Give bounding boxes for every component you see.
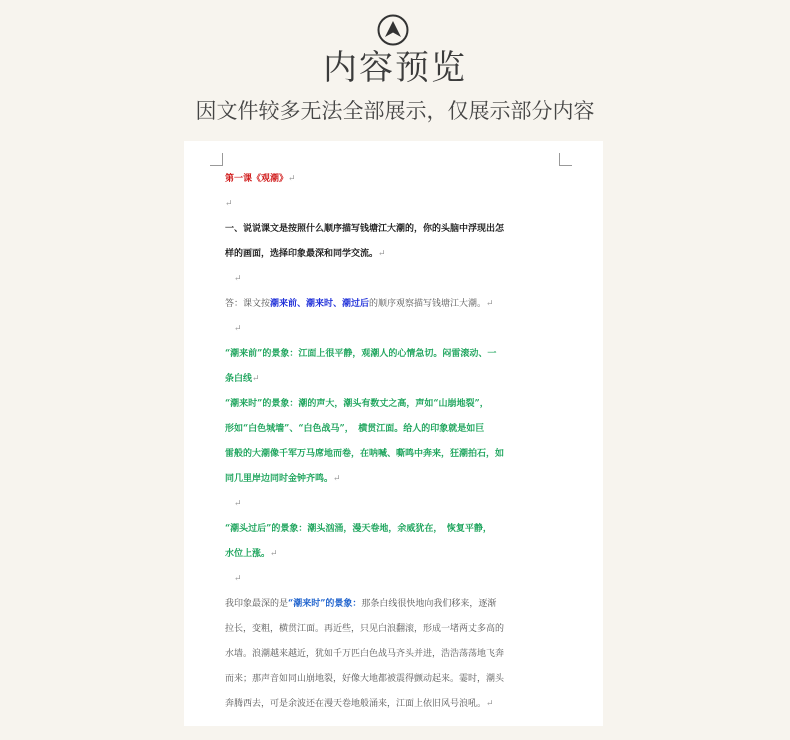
body-paragraph-line: 奔腾西去，可是余波还在漫天卷地般涌来，江面上依旧风号浪吼。↵ bbox=[225, 699, 494, 709]
empty-paragraph: ↵ bbox=[234, 499, 242, 509]
doc-heading-line: 第一课《观潮》↵ bbox=[225, 174, 296, 184]
empty-paragraph: ↵ bbox=[234, 574, 242, 584]
page-corner-mark bbox=[559, 153, 572, 166]
green-paragraph-line: “潮头过后”的景象：潮头汹涌，漫天卷地，余威犹在， 恢复平静， bbox=[225, 524, 492, 534]
doc-heading: 第一课《观潮》 bbox=[225, 174, 289, 184]
green-paragraph-line: “潮来前”的景象：江面上很平静，观潮人的心情急切。闷雷滚动、一 bbox=[225, 349, 497, 359]
up-arrow-circle-icon bbox=[377, 14, 409, 46]
body-paragraph-line: 我印象最深的是“潮来时”的景象：那条白线很快地向我们移来，逐渐 bbox=[225, 599, 497, 609]
empty-paragraph: ↵ bbox=[225, 199, 233, 209]
page-subtitle: 因文件较多无法全部展示，仅展示部分内容 bbox=[195, 99, 595, 123]
question-line: 样的画面，选择印象最深和同学交流。↵ bbox=[225, 249, 386, 259]
answer-line: 答：课文按潮来前、潮来时、潮过后的顺序观察描写钱塘江大潮。↵ bbox=[225, 299, 494, 309]
green-paragraph-line: 条白线↵ bbox=[225, 374, 260, 384]
page-corner-mark bbox=[210, 153, 223, 166]
green-paragraph-line: “潮来时”的景象：潮的声大，潮头有数丈之高，声如“山崩地裂”， bbox=[225, 399, 489, 409]
document-preview bbox=[184, 141, 603, 726]
answer-highlight: 潮来前、潮来时、潮过后 bbox=[270, 299, 370, 309]
green-paragraph-line: 雷般的大潮像千军万马席地而卷，在呐喊、嘶鸣中奔来，狂潮拍石，如 bbox=[225, 449, 505, 459]
page-title: 内容预览 bbox=[323, 48, 467, 88]
body-paragraph-line: 拉长，变粗，横贯江面。再近些，只见白浪翻滚，形成一堵两丈多高的 bbox=[225, 624, 505, 634]
green-paragraph-line: 水位上涨。↵ bbox=[225, 549, 278, 559]
body-paragraph-line: 水墙。浪潮越来越近，犹如千万匹白色战马齐头并进，浩浩荡荡地飞奔 bbox=[225, 649, 505, 659]
question-line: 一、说说课文是按照什么顺序描写钱塘江大潮的，你的头脑中浮现出怎 bbox=[225, 224, 505, 234]
impression-highlight: “潮来时”的景象： bbox=[288, 599, 362, 609]
green-paragraph-line: 形如“白色城墙”、“白色战马”， 横贯江面。给人的印象就是如巨 bbox=[225, 424, 485, 434]
green-paragraph-line: 同几里岸边同时金钟齐鸣。↵ bbox=[225, 474, 341, 484]
empty-paragraph: ↵ bbox=[234, 274, 242, 284]
empty-paragraph: ↵ bbox=[234, 324, 242, 334]
body-paragraph-line: 而来；那声音如同山崩地裂，好像大地都被震得颤动起来。霎时，潮头 bbox=[225, 674, 505, 684]
